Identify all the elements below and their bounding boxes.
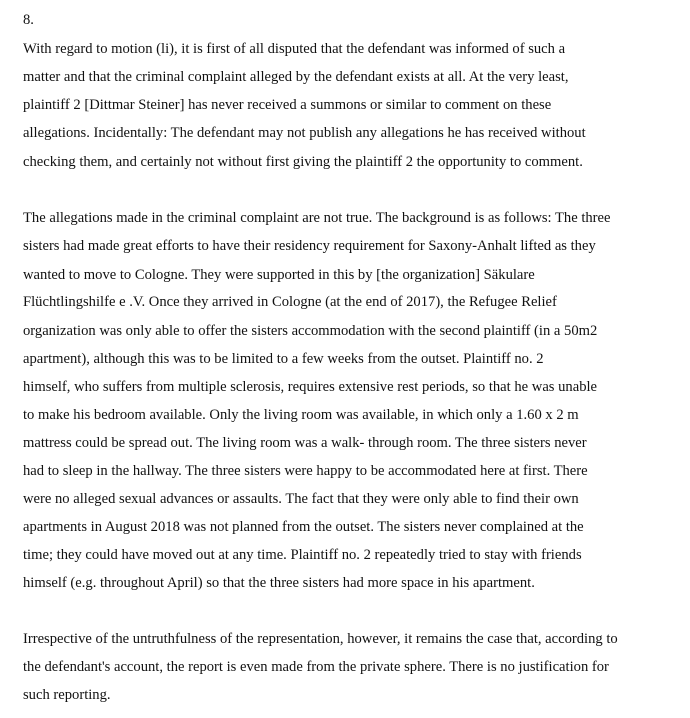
paragraph-line: sisters had made great efforts to have their residency requirement for Saxony-Anhalt lifted as they — [23, 238, 596, 254]
paragraph-line: apartment), although this was to be limited to a few weeks from the outset. Plaintiff no. 2 — [23, 351, 544, 367]
paragraph-line: to make his bedroom available. Only the living room was available, in which only a 1.60 x 2 m — [23, 407, 579, 423]
paragraph-line: Flüchtlingshilfe e .V. Once they arrived in Cologne (at the end of 2017), the Refugee Relief — [23, 294, 557, 310]
paragraph-line: checking them, and certainly not without first giving the plaintiff 2 the opportunity to comment. — [23, 154, 583, 170]
page-number: 8. — [23, 12, 34, 28]
paragraph-line: had to sleep in the hallway. The three sisters were happy to be accommodated here at first. There — [23, 463, 588, 479]
paragraph-line: mattress could be spread out. The living room was a walk- through room. The three sisters never — [23, 435, 587, 451]
paragraph-line: Irrespective of the untruthfulness of the representation, however, it remains the case that, according to — [23, 631, 618, 647]
paragraph-line: With regard to motion (li), it is first of all disputed that the defendant was informed of such a — [23, 41, 566, 57]
paragraph-line: allegations. Incidentally: The defendant may not publish any allegations he has received without — [23, 125, 586, 141]
paragraph-line: wanted to move to Cologne. They were supported in this by [the organization] Säkulare — [23, 267, 535, 283]
paragraph-line: himself, who suffers from multiple sclerosis, requires extensive rest periods, so that he was unable — [23, 379, 598, 395]
paragraph-line: apartments in August 2018 was not planned from the outset. The sisters never complained at the — [23, 519, 584, 535]
paragraph-line: himself (e.g. throughout April) so that the three sisters had more space in his apartment. — [23, 575, 535, 591]
paragraph-line: plaintiff 2 [Dittmar Steiner] has never received a summons or similar to comment on these — [23, 97, 552, 113]
paragraph-line: time; they could have moved out at any time. Plaintiff no. 2 repeatedly tried to stay with friends — [23, 547, 582, 563]
paragraph-line: matter and that the criminal complaint alleged by the defendant exists at all. At the very least, — [23, 69, 569, 85]
paragraph-line: organization was only able to offer the sisters accommodation with the second plaintiff (in a 50m2 — [23, 323, 598, 339]
paragraph-line: were no alleged sexual advances or assaults. The fact that they were only able to find their own — [23, 491, 579, 507]
paragraph-line: such reporting. — [23, 687, 111, 703]
paragraph-line: the defendant's account, the report is even made from the private sphere. There is no justification for — [23, 659, 609, 675]
paragraph-line: The allegations made in the criminal complaint are not true. The background is as follows: The three — [23, 210, 611, 226]
